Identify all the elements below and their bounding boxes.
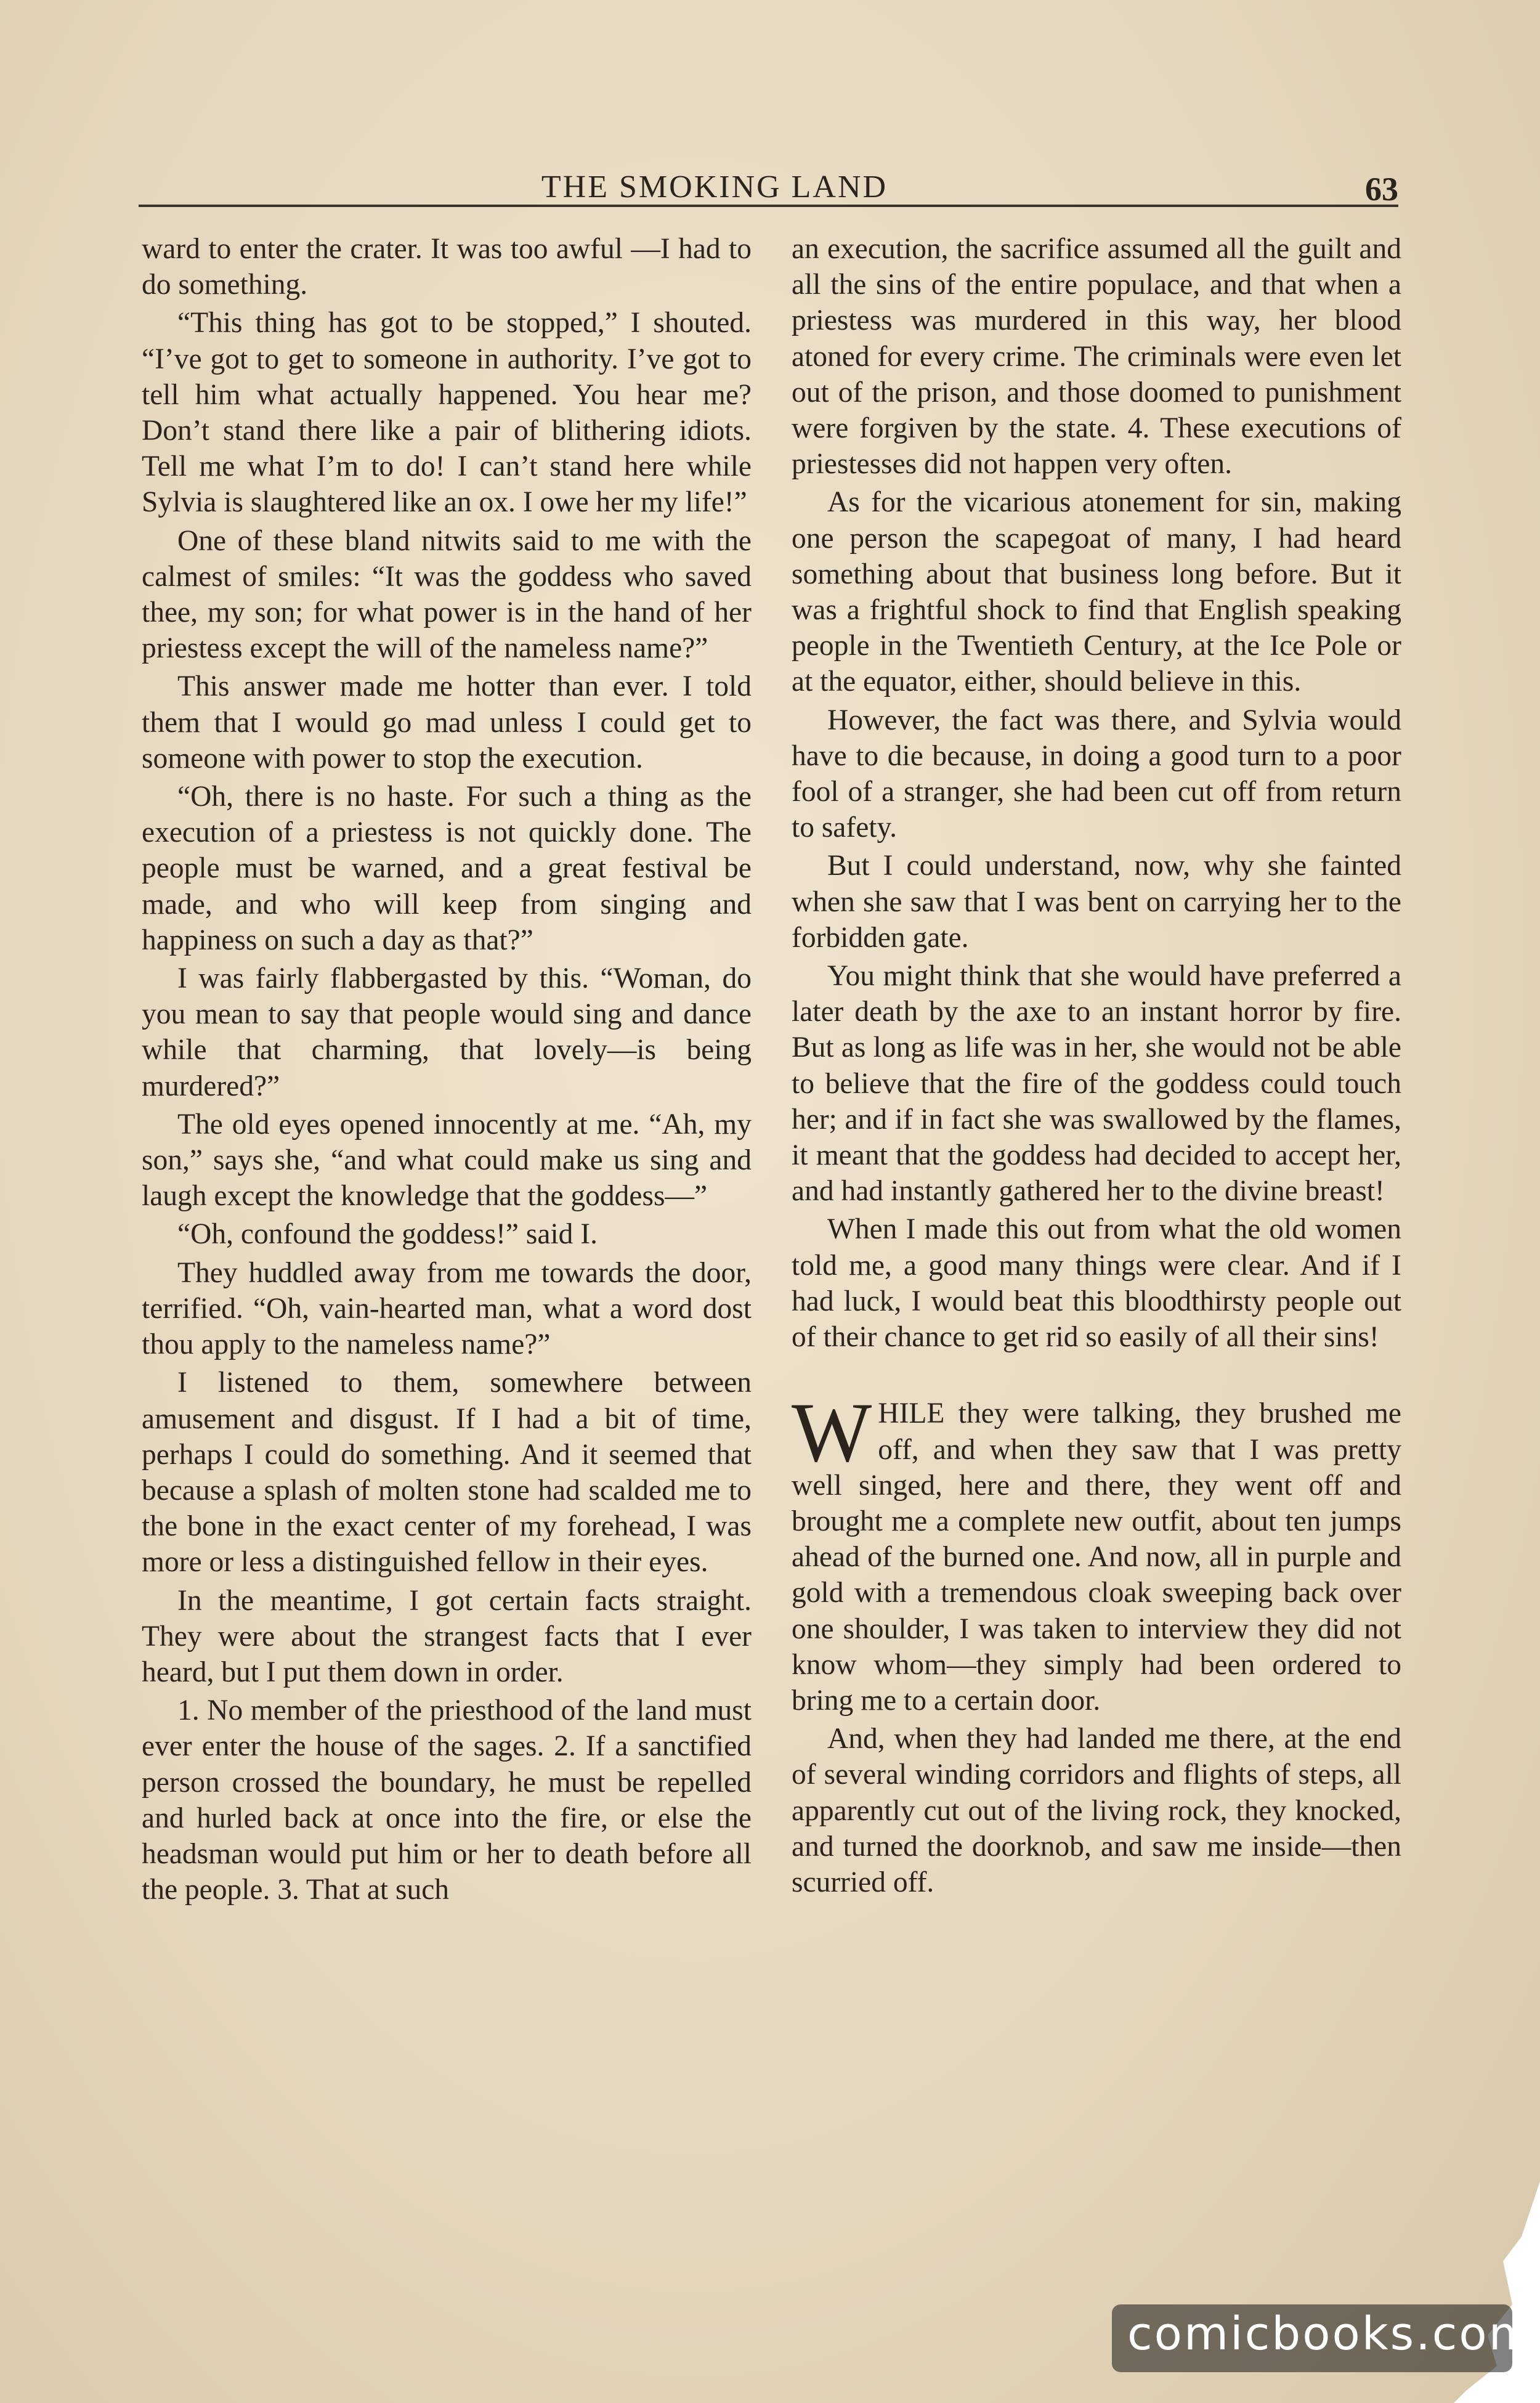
section-opening-paragraph (792, 1385, 1401, 1718)
paragraph: an execution, the sacrifice assumed all the guilt and all the sins of the entire populace, and that when a priestess was murdered in this way, her blood atoned for every crime. The criminals were even let out of the prison, and those doomed to punishment were forgiven by the state. 4. These executions of priestesses did not happen very often. (792, 233, 1401, 481)
page-number: 63 (1365, 171, 1398, 208)
paragraph: “Oh, confound the goddess!” said I. (177, 1218, 598, 1251)
paragraph: I was fairly flabbergasted by this. “Woman, do you mean to say that people would sing and dance while that charming, that lovely—is being murdered?” (142, 962, 752, 1102)
left-column (142, 231, 752, 1910)
paragraph: “This thing has got to be stopped,” I shouted. “I’ve got to get to someone in authority. I’ve got to tell him what actually happened. You hear me? Don’t stand there like a pair of blithering idiots. Tell me what I’m to do! I can’t stand here while Sylvia is slaughtered like an ox. I owe her my life!” (142, 307, 752, 519)
watermark-logo: comicbooks.com (1127, 2307, 1535, 2360)
paragraph: One of these bland nitwits said to me with the calmest of smiles: “It was the goddess who saved thee, my son; for what power is in the hand of her priestess except the will of the nameless name?” (142, 524, 752, 665)
paragraph: As for the vicarious atonement for sin, making one person the scapegoat of many, I had heard something about that business long before. But it was a frightful shock to find that English speaking people in the Twentieth Century, at the Ice Pole or at the equator, either, should believe in this. (792, 486, 1401, 698)
paragraph: But I could understand, now, why she fainted when she saw that I was bent on carrying her to the forbidden gate. (792, 850, 1401, 954)
paragraph-text: HILE they were talking, they brushed me off, and when they saw that I was pretty well singed, here and there, they went off and brought me a complete new outfit, about ten jumps ahead of the burned one. And now, all in purple and gold with a tremendous cloak sweeping back over one shoulder, I was taken to interview they did not know whom—they simply had been ordered to bring me to a certain door. (792, 1397, 1401, 1717)
paragraph: 1. No member of the priesthood of the land must ever enter the house of the sages. 2. If a sanctified person crossed the boundary, he must be repelled and hurled back at once into the fire, or else the headsman would put him or her to death before all the people. 3. That at such (142, 1694, 752, 1906)
paragraph: However, the fact was there, and Sylvia would have to die because, in doing a good turn to a poor fool of a stranger, she had been cut off from return to safety. (792, 704, 1401, 844)
drop-cap: W (792, 1385, 872, 1480)
paragraph: “Oh, there is no haste. For such a thing as the execution of a priestess is not quickly done. The people must be warned, and a great festival be made, and who will keep from singing and happiness on such a day as that?” (142, 781, 752, 956)
paragraph: This answer made me hotter than ever. I told them that I would go mad unless I could get to someone with power to stop the execution. (142, 670, 752, 775)
paragraph: The old eyes opened innocently at me. “Ah, my son,” says she, “and what could make us sing and laugh except the knowledge that the goddess—” (142, 1108, 752, 1213)
paragraph: And, when they had landed me there, at the end of several winding corridors and flights of steps, all apparently cut out of the living rock, they knocked, and turned the doorknob, and saw me inside—then scurried off. (792, 1723, 1401, 1898)
paragraph: I listened to them, somewhere between amusement and disgust. If I had a bit of time, perhaps I could do something. And it seemed that because a splash of molten stone had scalded me to the bone in the exact center of my forehead, I was more or less a distinguished fellow in their eyes. (142, 1367, 752, 1579)
paragraph: They huddled away from me towards the door, terrified. “Oh, vain-hearted man, what a word dost thou apply to the nameless name?” (142, 1256, 752, 1361)
paragraph: In the meantime, I got certain facts straight. They were about the strangest facts that I ever heard, but I put them down in order. (142, 1584, 752, 1688)
paragraph: When I made this out from what the old women told me, a good many things were clear. And if I had luck, I would beat this bloodthirsty people out of their chance to get rid so easily of all their sins! (792, 1213, 1401, 1354)
running-title: THE SMOKING LAND (541, 169, 888, 205)
page-header (139, 161, 1398, 207)
paragraph: You might think that she would have preferred a later death by the axe to an instant horror by fire. But as long as life was in her, she would not be able to believe that the fire of the goddess could touch her; and if in fact she was swallowed by the flames, it meant that the goddess had decided to accept her, and had instantly gathered her to the divine breast! (792, 960, 1401, 1208)
paragraph: ward to enter the crater. It was too awful —I had to do something. (142, 233, 752, 301)
right-column (792, 231, 1401, 1903)
